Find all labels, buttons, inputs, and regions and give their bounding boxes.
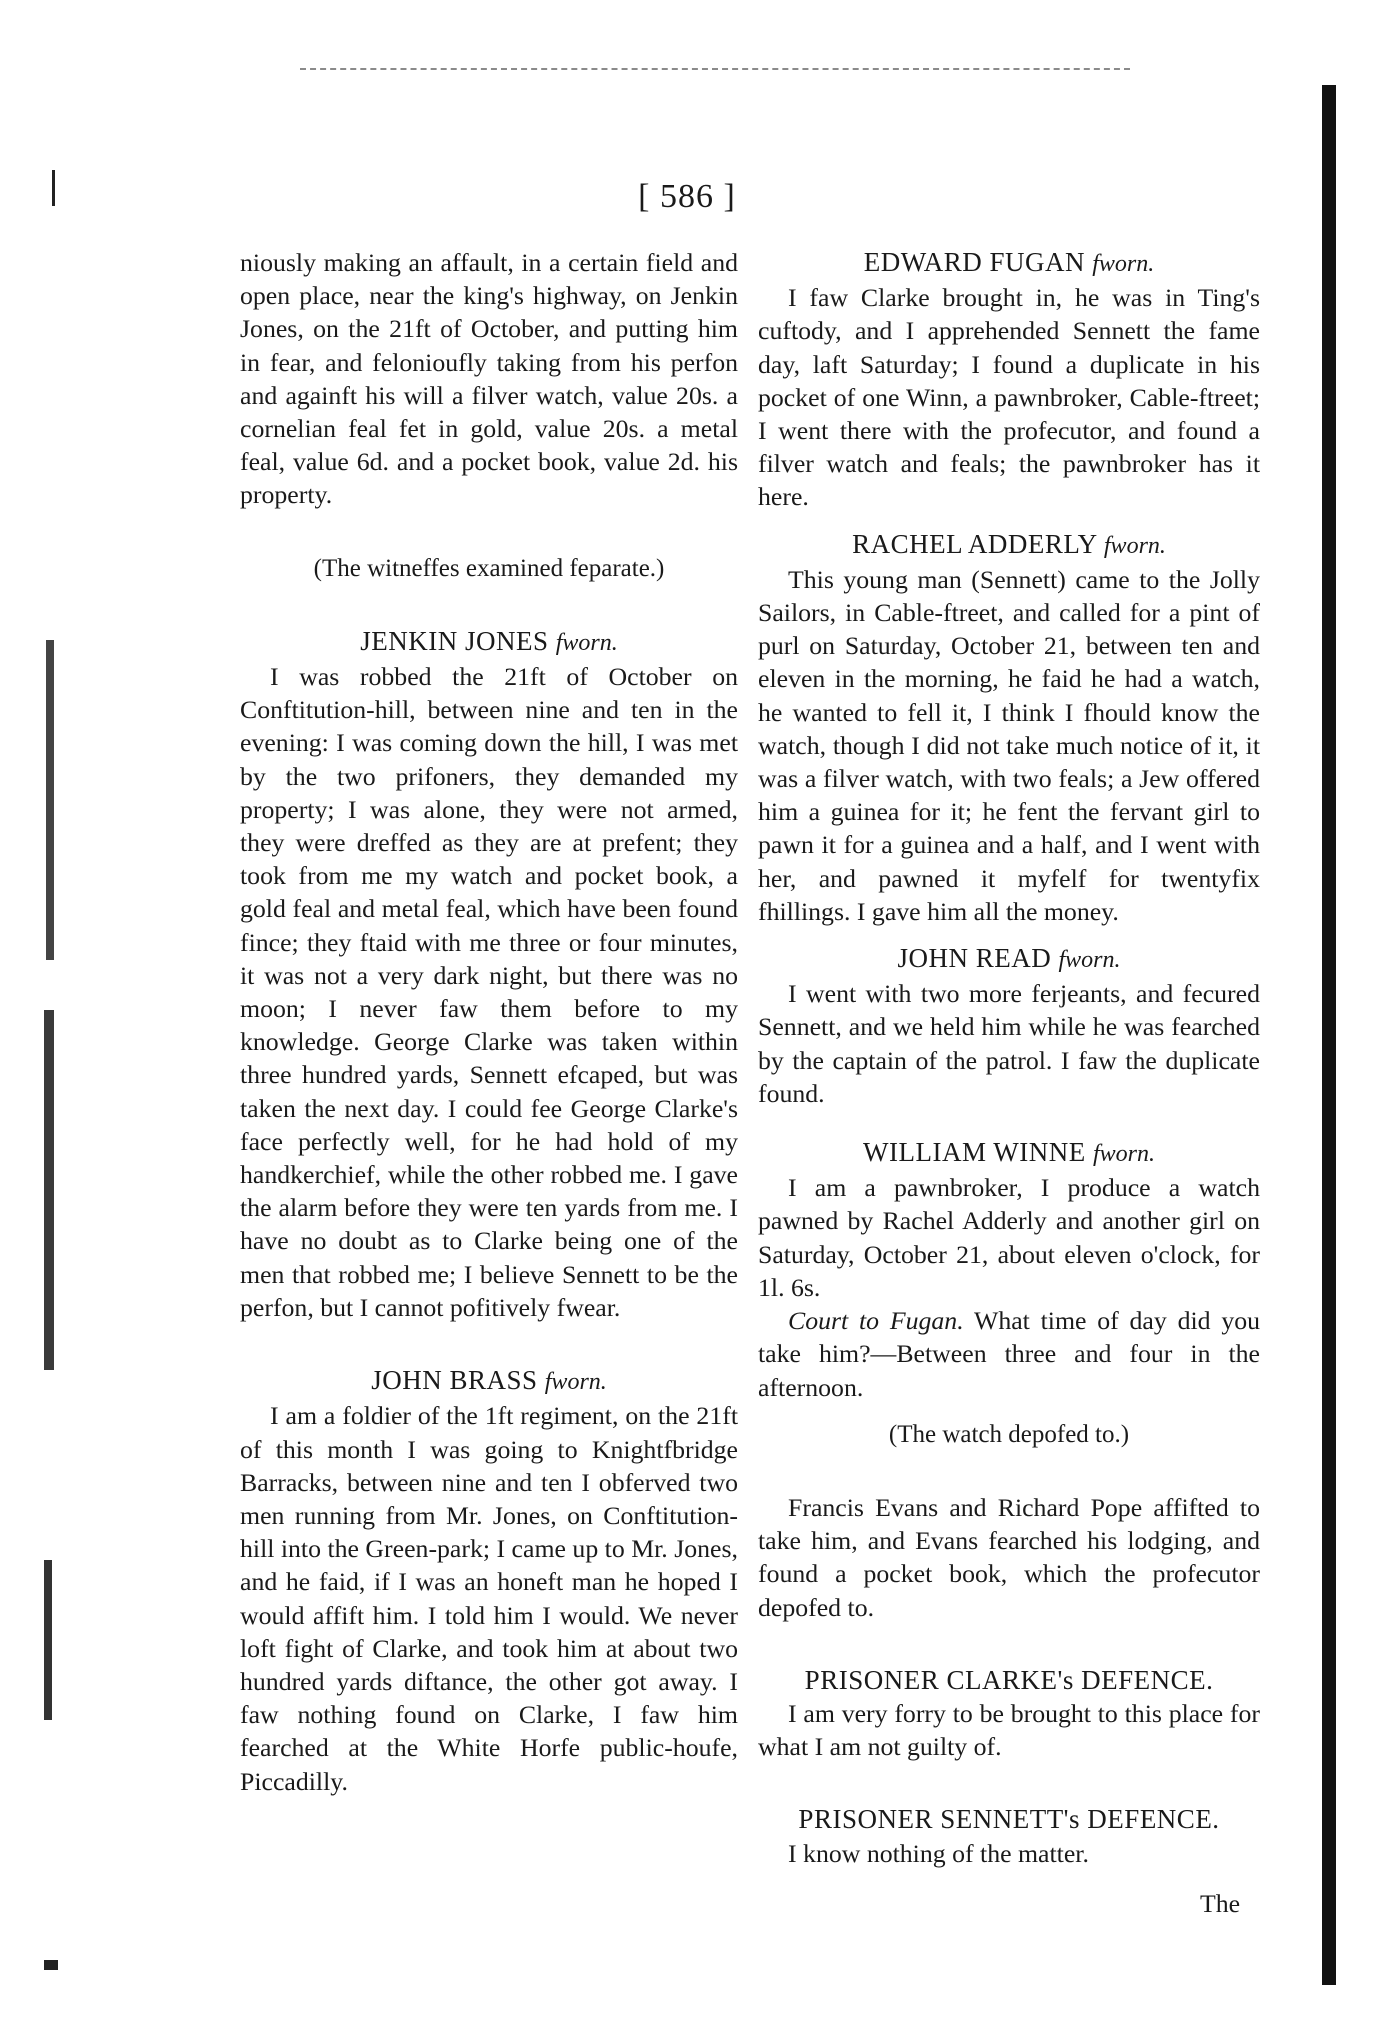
defence-text: I am very forry to be brought to this place for what I am not guilty of. [758,1698,1260,1762]
testimony-text: I faw Clarke brought in, he was in Ting's cuftody, and I apprehended Sennett the fame day, laft Saturday; I found a duplicate in his pocket of one Winn, a pawnbroker, Cable-ftreet; I went there with the profecutor, and found a filver watch and feals; the pawnbroker has it here. [758,283,1260,512]
margin-mark [44,1010,54,1370]
defence-text: I know nothing of the matter. [788,1838,1089,1868]
defence-heading: PRISONER CLARKE's DEFENCE. [804,1664,1214,1695]
testimony-text: This young man (Sennett) came to the Jolly Sailors, in Cable-ftreet, and called for a pint of purl on Saturday, October 21, between ten and eleven in the morning, he faid he had a watch, he wanted to fell it, I think I fhould know the watch, though I did not take much notice of it, it was a filver watch, with two feals; a Jew offered him a guinea for it; he fent the fervant girl to pawn it for a guinea and a half, and I went with her, and pawned it myfelf for twentyfix fhillings. I gave him all the money. [758,564,1260,926]
margin-mark [44,1960,58,1970]
testimony-text: I was robbed the 21ft of October on Conftitution-hill, between nine and ten in the evening: I was coming down the hill, I was met by the two prifoners, they demanded my property; I was alone, they were not armed, they were dreffed as they are at prefent; they took from me my watch and pocket book, a gold feal and metal feal, which have been found fince; they ftaid with me three or four minutes, it was not a very dark night, but there was no moon; I never faw them before to my knowledge. George Clarke was taken within three hundred yards, Sennett efcaped, but was taken the next day. I could fee George Clarke's face perfectly well, for he had hold of my handkerchief, while the other robbed me. I gave the alarm before they were ten yards from me. I have no doubt as to Clarke being one of the men that robbed me; I believe Sennett to be the perfon, but I cannot pofitively fwear. [240,662,738,1322]
watch-note: (The watch depofed to.) [888,1420,1130,1448]
left-column [240,246,738,1798]
testimony-text: I am a foldier of the 1ft regiment, on the 21ft of this month I was going to Knightfbridge Barracks, between nine and ten I obferved two men running from Mr. Jones, on Conftitution-hill into the Green-park; I came up to Mr. Jones, and he faid, if I was an honeft man he hoped I would affift him. I told him I would. We never loft fight of Clarke, and took him at about two hundred yards diftance, the other got away. I faw nothing found on Clarke, I faw him fearched at the White Horfe public-houfe, Piccadilly. [240,1401,738,1796]
page-number: [ 586 ] [638,178,736,215]
witness-heading: JENKIN JONES fworn. [360,625,618,656]
margin-mark [44,1560,52,1720]
indictment-text: niously making an affault, in a certain field and open place, near the king's highway, on Jenkin Jones, on the 21ft of October, and putting him in fear, and felonioufly taking from his perfon and againft his will a filver watch, value 20s. a cornelian feal fet in gold, value 20s. a metal feal, value 6d. and a pocket book, value 2d. his property. [240,248,738,510]
testimony-text: I went with two more ferjeants, and fecured Sennett, and we held him while he was fearched by the captain of the patrol. I faw the duplicate found. [758,979,1260,1108]
binding-edge [1322,85,1336,1985]
catchword: The [1200,1889,1241,1918]
witness-heading: RACHEL ADDERLY fworn. [852,528,1166,559]
witness-heading: JOHN BRASS fworn. [371,1365,607,1396]
court-question: Court to Fugan. What time of day did you take him?—Between three and four in the afternoon. [758,1306,1261,1402]
margin-mark [46,640,54,960]
witness-heading: WILLIAM WINNE fworn. [863,1137,1155,1168]
top-rule [300,68,1130,70]
testimony-text: Francis Evans and Richard Pope affifted to take him, and Evans fearched his lodging, and found a pocket book, which the profecutor depofed to. [758,1492,1260,1622]
witness-heading: JOHN READ fworn. [897,943,1121,974]
testimony-text: I am a pawnbroker, I produce a watch pawned by Rachel Adderly and another girl on Saturday, October 21, about eleven o'clock, for 1l. 6s. [758,1173,1260,1302]
witness-note: (The witneffes examined feparate.) [313,554,665,582]
witness-heading: EDWARD FUGAN fworn. [863,247,1155,277]
defence-heading: PRISONER SENNETT's DEFENCE. [798,1804,1220,1835]
right-column [758,246,1260,1870]
